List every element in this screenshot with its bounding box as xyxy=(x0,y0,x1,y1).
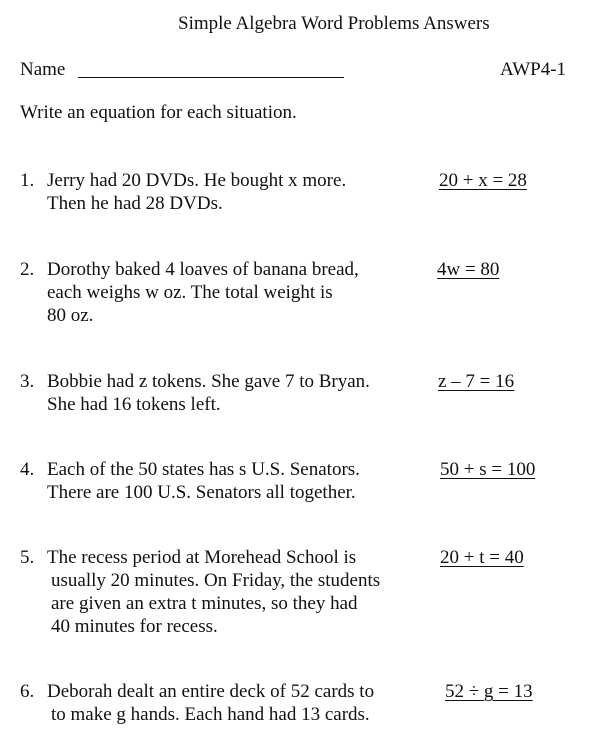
problem-text-line: Then he had 28 DVDs. xyxy=(47,193,223,214)
answer-1: 20 + x = 28 xyxy=(439,170,527,191)
problem-number: 6. xyxy=(20,681,35,702)
answer-4: 50 + s = 100 xyxy=(440,459,536,480)
problem-number: 1. xyxy=(20,170,35,191)
problem-text-line: Bobbie had z tokens. She gave 7 to Bryan. xyxy=(47,371,370,392)
problem-number: 5. xyxy=(20,547,35,568)
problem-text-line: Jerry had 20 DVDs. He bought x more. xyxy=(47,170,347,191)
page-title: Simple Algebra Word Problems Answers xyxy=(178,13,490,34)
worksheet-code: AWP4-1 xyxy=(500,59,567,80)
problem-text-line: Deborah dealt an entire deck of 52 cards to xyxy=(47,681,375,702)
name-label: Name xyxy=(20,59,66,80)
problem-text-line: There are 100 U.S. Senators all together. xyxy=(47,482,356,503)
problem-text-line: The recess period at Morehead School is xyxy=(47,547,357,568)
answer-2: 4w = 80 xyxy=(437,259,500,280)
answer-3: z – 7 = 16 xyxy=(438,371,515,392)
answer-6: 52 ÷ g = 13 xyxy=(445,681,533,702)
problem-text-line: Each of the 50 states has s U.S. Senators. xyxy=(47,459,360,480)
problem-text-line: She had 16 tokens left. xyxy=(47,394,221,415)
problem-number: 3. xyxy=(20,371,35,392)
problem-number: 4. xyxy=(20,459,35,480)
problem-text-line: usually 20 minutes. On Friday, the students xyxy=(51,570,381,591)
problem-text-line: each weighs w oz. The total weight is xyxy=(47,282,333,303)
problem-text-line: Dorothy baked 4 loaves of banana bread, xyxy=(47,259,359,280)
problem-text-line: to make g hands. Each hand had 13 cards. xyxy=(51,704,370,725)
answer-5: 20 + t = 40 xyxy=(440,547,524,568)
problem-text-line: 80 oz. xyxy=(47,305,94,326)
problem-text-line: 40 minutes for recess. xyxy=(51,616,218,637)
name-blank-line xyxy=(78,77,344,78)
problem-text-line: are given an extra t minutes, so they had xyxy=(51,593,358,614)
instructions: Write an equation for each situation. xyxy=(20,102,297,123)
problem-number: 2. xyxy=(20,259,35,280)
